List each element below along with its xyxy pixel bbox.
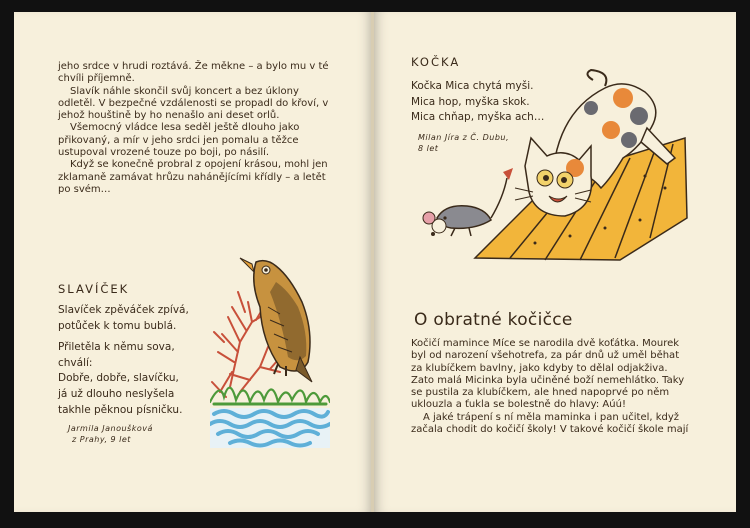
poem-line: Dobře, dobře, slavíčku,: [58, 372, 179, 385]
story-body: [411, 338, 693, 436]
poem-line: Přiletěla k němu sova,: [58, 341, 175, 354]
paragraph: Kočičí mamince Míce se narodila dvě koťátka. Mourek byl od narození všehotrefa, za pár dnů už uměl běhat za klubíčkem bavlny, jako kdyby to dělal odjakživa. Zato malá Micinka byla učiněné boží nemehlátko. Taky se pustila za klubíčkem, ale hned napoprvé po něm uklouzla a ťukla se bolestně do hlavy: Aúú!: [411, 338, 685, 411]
paragraph: Slavík náhle skončil svůj koncert a bez úklony odletěl. V bezpečné vzdálenosti se propadl do křoví, v jehož houštině by ho nenašlo ani deset orlů.: [58, 85, 329, 122]
author-line: z Prahy, 9 let: [72, 434, 131, 444]
poem-line: chválí:: [58, 356, 93, 369]
author-line: Jarmila Janoušková: [68, 424, 153, 433]
poem-line: já už dlouho neslyšela: [58, 387, 175, 400]
poem-line: potůček k tomu bublá.: [58, 319, 177, 332]
owl-on-branch-illustration: [210, 252, 330, 448]
poem-line: Kočka Mica chytá myši.: [411, 80, 534, 92]
paragraph: jeho srdce v hrudi roztává. Že měkne – a bylo mu v té chvíli příjemně.: [58, 61, 329, 85]
cat-and-mouse-illustration: [415, 68, 693, 268]
paragraph: Když se konečně probral z opojení krásou, mohl jen zklamaně zamávat hrůzu nahánějícími křídly – a letět po svém…: [58, 159, 328, 195]
poem-title-slavicek: SLAVÍČEK: [58, 282, 130, 296]
poem-slavicek: [58, 303, 218, 418]
author-line: 8 let: [418, 143, 439, 153]
poem-line: Mica hop, myška skok.: [411, 95, 530, 108]
poem-title-kocka: KOČKA: [411, 55, 461, 69]
story-continuation: [58, 61, 336, 196]
story-title: O obratné kočičce: [414, 310, 573, 330]
paragraph: Všemocný vládce lesa seděl ještě dlouho jako přikovaný, a mír v jeho srdci jen pomalu a těžce ustupoval vrozené touze po boji, po násilí.: [58, 122, 300, 159]
author-line: Milan Jíra z Č. Dubu,: [418, 133, 510, 142]
poem-line: takhle pěknou písničku.: [58, 403, 183, 416]
poem-line: Mica chňap, myška ach…: [411, 111, 545, 124]
poem-line: Slavíček zpěváček zpívá,: [58, 304, 189, 316]
paragraph: A jaké trápení s ní měla maminka i pan učitel, když začala chodit do kočičí školy! V takové kočičí škole mají: [411, 411, 689, 436]
poem-author-slavicek: [68, 424, 153, 445]
